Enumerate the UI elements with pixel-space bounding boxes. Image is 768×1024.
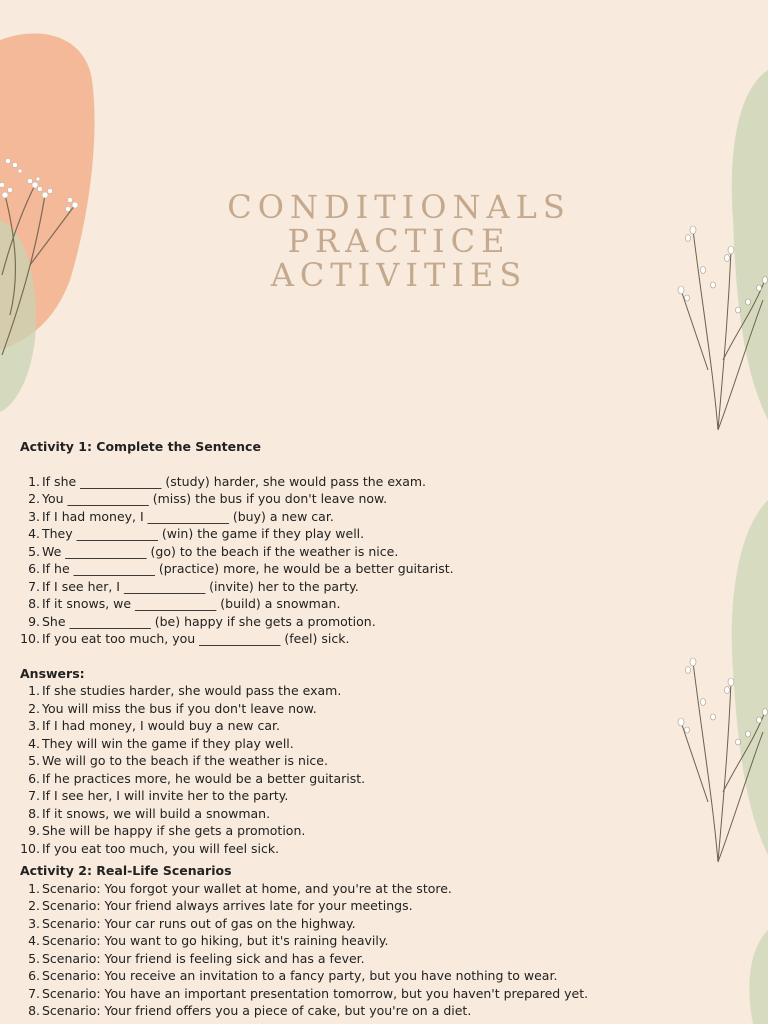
title-line-2: PRACTICE	[287, 222, 511, 260]
list-item: 1. If she studies harder, she would pass the exam.	[28, 683, 342, 698]
list-item: 9. She _____________ (be) happy if she gets a promotion.	[28, 613, 376, 629]
answers-heading: Answers:	[20, 665, 85, 681]
list-item: 7. Scenario: You have an important presentation tomorrow, but you haven't prepared yet.	[28, 985, 589, 1001]
list-item: 2. You will miss the bus if you don't leave now.	[28, 700, 317, 716]
list-item: 5. We _____________ (go) to the beach if the weather is nice.	[28, 543, 399, 559]
list-item: 7. If I see her, I will invite her to the party.	[28, 788, 289, 803]
document-title	[0, 190, 768, 292]
list-item: 10. If you eat too much, you will feel sick.	[20, 840, 280, 856]
answers-list	[20, 682, 760, 857]
activity2-heading: Activity 2: Real-Life Scenarios	[20, 863, 232, 878]
list-item: 3. If I had money, I would buy a new car.	[28, 718, 280, 733]
list-item: 8. If it snows, we will build a snowman.	[28, 805, 271, 821]
list-item: 2. Scenario: Your friend always arrives late for your meetings.	[28, 898, 413, 913]
activity2-list	[20, 880, 760, 1020]
list-item: 5. We will go to the beach if the weather is nice.	[28, 753, 328, 768]
list-item: 4. Scenario: You want to go hiking, but it's raining heavily.	[28, 933, 389, 948]
list-item: 3. Scenario: Your car runs out of gas on the highway.	[28, 915, 356, 931]
list-item: 10. If you eat too much, you _____________ (feel) sick.	[20, 631, 350, 646]
title-line-3: ACTIVITIES	[270, 256, 528, 294]
list-item: 6. Scenario: You receive an invitation to a fancy party, but you have nothing to wear.	[28, 968, 558, 983]
activity1-list	[20, 473, 760, 648]
list-item: 4. They _____________ (win) the game if they play well.	[28, 526, 365, 541]
list-item: 8. Scenario: Your friend offers you a piece of cake, but you're on a diet.	[28, 1003, 472, 1018]
list-item: 9. She will be happy if she gets a promotion.	[28, 823, 306, 838]
list-item: 1. Scenario: You forgot your wallet at home, and you're at the store.	[28, 880, 452, 896]
list-item: 2. You _____________ (miss) the bus if you don't leave now.	[28, 491, 388, 506]
list-item: 7. If I see her, I _____________ (invite) her to the party.	[28, 578, 359, 594]
activity1-heading: Activity 1: Complete the Sentence	[20, 439, 261, 454]
list-item: 4. They will win the game if they play well.	[28, 735, 294, 751]
list-item: 3. If I had money, I _____________ (buy) a new car.	[28, 508, 334, 524]
document-body	[20, 438, 760, 1020]
list-item: 5. Scenario: Your friend is feeling sick and has a fever.	[28, 950, 365, 966]
list-item: 6. If he _____________ (practice) more, he would be a better guitarist.	[28, 561, 454, 576]
list-item: 6. If he practices more, he would be a better guitarist.	[28, 770, 366, 786]
title-line-1: CONDITIONALS	[227, 188, 571, 226]
list-item: 1. If she _____________ (study) harder, she would pass the exam.	[28, 473, 427, 489]
list-item: 8. If it snows, we _____________ (build) a snowman.	[28, 596, 341, 611]
